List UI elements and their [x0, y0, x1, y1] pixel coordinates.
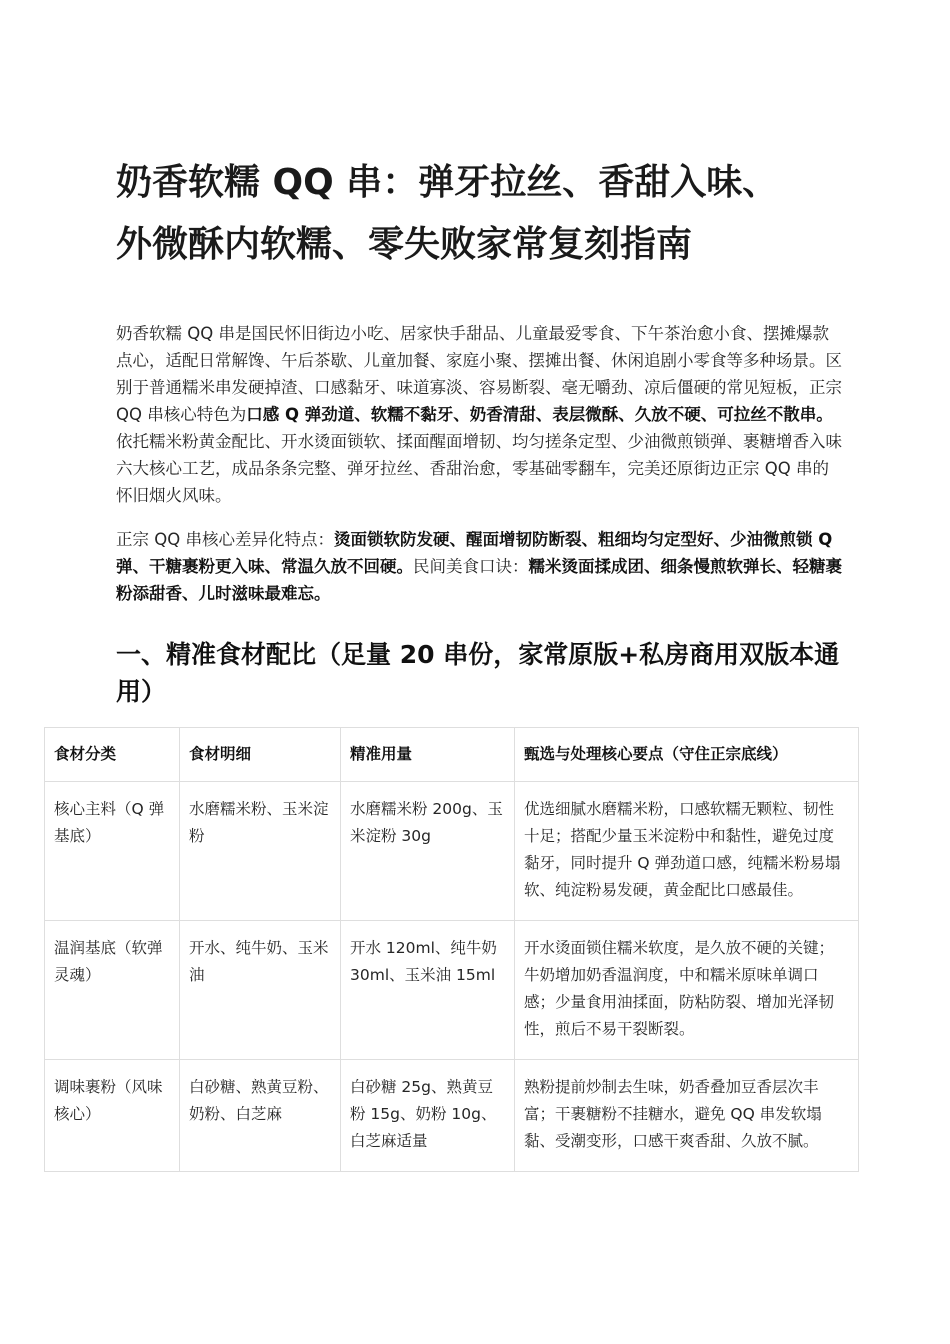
features-paragraph	[116, 526, 844, 607]
title-line-1: 奶香软糯 QQ 串：弹牙拉丝、香甜入味、	[116, 162, 779, 203]
intro-paragraph	[116, 320, 844, 509]
intro-text-2: 依托糯米粉黄金配比、开水烫面锁软、揉面醒面增韧、均匀搓条定型、少油微煎锁弹、裹糖增香入味六大核心工艺，成品条条完整、弹牙拉丝、香甜治愈，零基础零翻车，完美还原街边正宗 QQ 串的怀旧烟火风味。	[116, 432, 842, 505]
table-header-cell: 食材分类	[45, 728, 180, 782]
ingredients-table	[44, 727, 859, 1172]
features-text-1: 正宗 QQ 串核心差异化特点：	[116, 530, 334, 549]
table-cell: 白砂糖 25g、熟黄豆粉 15g、奶粉 10g、白芝麻适量	[341, 1060, 515, 1172]
table-cell: 调味裹粉（风味核心）	[45, 1060, 180, 1172]
table-cell: 温润基底（软弹灵魂）	[45, 921, 180, 1060]
table-row	[45, 782, 859, 921]
table-cell: 优选细腻水磨糯米粉，口感软糯无颗粒、韧性十足；搭配少量玉米淀粉中和黏性，避免过度黏牙，同时提升 Q 弹劲道口感，纯糯米粉易塌软、纯淀粉易发硬，黄金配比口感最佳。	[515, 782, 859, 921]
table-header-row	[45, 728, 859, 782]
intro-bold-highlight: 口感 Q 弹劲道、软糯不黏牙、奶香清甜、表层微酥、久放不硬、可拉丝不散串。	[246, 405, 833, 424]
table-cell: 开水 120ml、纯牛奶 30ml、玉米油 15ml	[341, 921, 515, 1060]
features-text-2: 民间美食口诀：	[413, 557, 529, 576]
features-bold-2: 糯米烫面揉成团、细条慢煎软弹长、轻糖裹粉添甜香、儿时滋味最难忘。	[116, 557, 842, 603]
table-row	[45, 921, 859, 1060]
table-cell: 核心主料（Q 弹基底）	[45, 782, 180, 921]
table-cell: 开水烫面锁住糯米软度，是久放不硬的关键；牛奶增加奶香温润度，中和糯米原味单调口感；少量食用油揉面，防粘防裂、增加光泽韧性，煎后不易干裂断裂。	[515, 921, 859, 1060]
table-header-cell: 甄选与处理核心要点（守住正宗底线）	[515, 728, 859, 782]
table-header-cell: 精准用量	[341, 728, 515, 782]
page-title	[116, 152, 876, 276]
title-line-2: 外微酥内软糯、零失败家常复刻指南	[116, 224, 693, 265]
features-bold-1: 烫面锁软防发硬、醒面增韧防断裂、粗细均匀定型好、少油微煎锁 Q 弹、干糖裹粉更入味、常温久放不回硬。	[116, 530, 833, 576]
intro-text-1: 奶香软糯 QQ 串是国民怀旧街边小吃、居家快手甜品、儿童最爱零食、下午茶治愈小食、摆摊爆款点心，适配日常解馋、午后茶歇、儿童加餐、家庭小聚、摆摊出餐、休闲追剧小零食等多种场景。区别于普通糯米串发硬掉渣、口感黏牙、味道寡淡、容易断裂、毫无嚼劲、凉后僵硬的常见短板，正宗 QQ 串核心特色为	[116, 324, 842, 424]
table-cell: 水磨糯米粉 200g、玉米淀粉 30g	[341, 782, 515, 921]
table-header-cell: 食材明细	[180, 728, 341, 782]
table-cell: 熟粉提前炒制去生味，奶香叠加豆香层次丰富；干裹糖粉不挂糖水，避免 QQ 串发软塌黏、受潮变形，口感干爽香甜、久放不腻。	[515, 1060, 859, 1172]
table-cell: 水磨糯米粉、玉米淀粉	[180, 782, 341, 921]
table-row	[45, 1060, 859, 1172]
table-cell: 开水、纯牛奶、玉米油	[180, 921, 341, 1060]
section-heading: 一、精准食材配比（足量 20 串份，家常原版+私房商用双版本通用）	[116, 640, 840, 706]
table-cell: 白砂糖、熟黄豆粉、奶粉、白芝麻	[180, 1060, 341, 1172]
